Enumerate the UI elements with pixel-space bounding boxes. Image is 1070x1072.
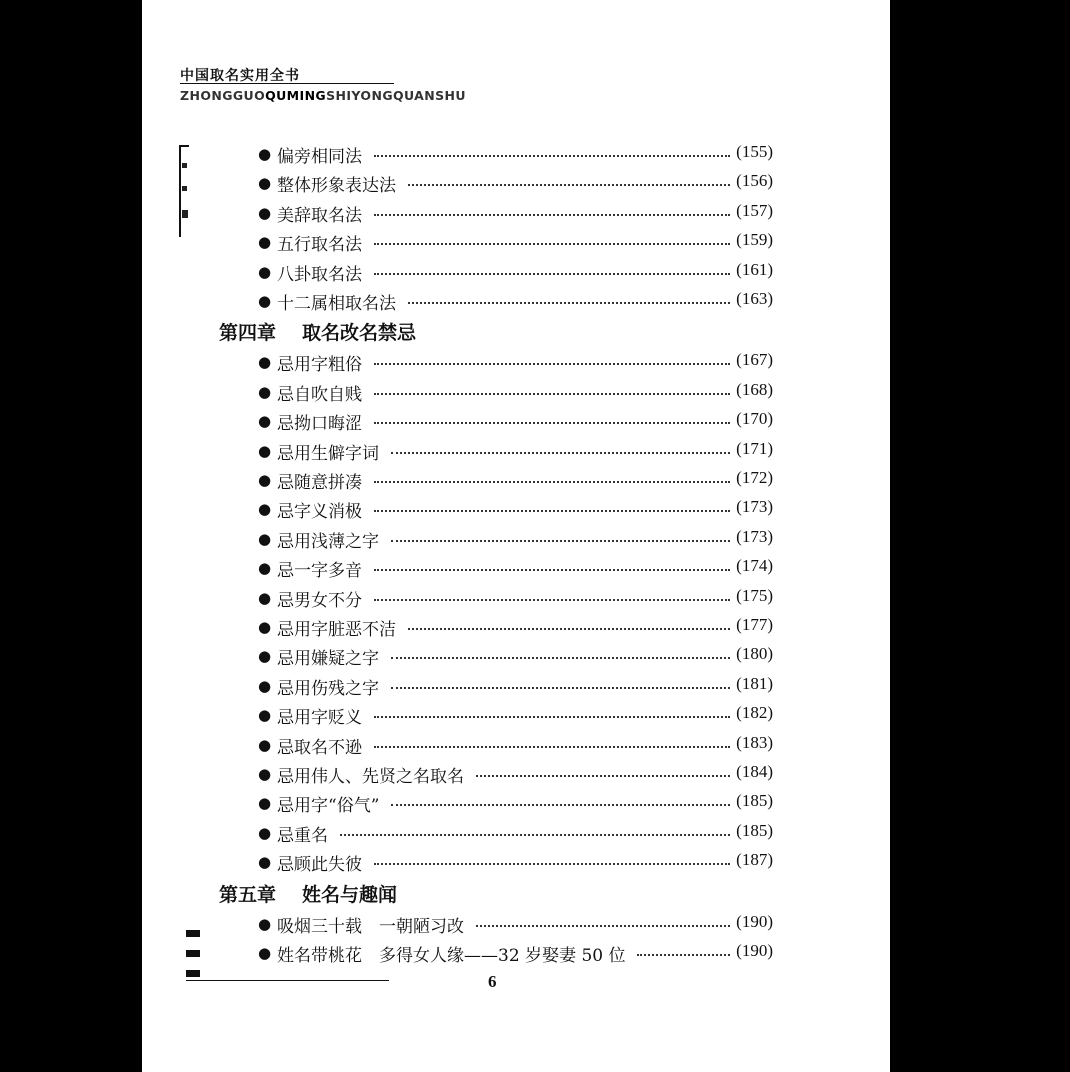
side-tab-mark xyxy=(182,163,187,168)
dot-leader xyxy=(374,393,730,395)
bullet-icon: ● xyxy=(258,559,272,578)
chapter-number: 第四章 xyxy=(219,322,277,345)
bullet-icon: ● xyxy=(258,853,272,872)
footer-tab-mark xyxy=(186,970,200,977)
toc-entry xyxy=(258,791,773,817)
toc-entry-title: 忌用生僻字词 xyxy=(277,443,379,464)
toc-entry-page: (171) xyxy=(736,438,773,458)
toc-entry xyxy=(258,468,773,494)
toc-entry-title: 忌自吹自贱 xyxy=(277,384,362,405)
side-bracket-mark xyxy=(179,145,189,237)
series-title-en-post: SHIYONGQUANSHU xyxy=(326,88,466,103)
toc-entry-title: 整体形象表达法 xyxy=(277,176,396,197)
dot-leader xyxy=(374,481,730,483)
dot-leader xyxy=(391,804,730,806)
toc-entry xyxy=(258,201,773,227)
dot-leader xyxy=(391,540,730,542)
toc-entry xyxy=(258,527,773,553)
bullet-icon: ● xyxy=(258,441,272,460)
dot-leader xyxy=(340,834,730,836)
toc-entry-title: 忌一字多音 xyxy=(277,561,362,582)
dot-leader xyxy=(374,716,730,718)
toc-entry-page: (156) xyxy=(736,171,773,191)
dot-leader xyxy=(374,599,730,601)
toc-entry-page: (170) xyxy=(736,409,773,429)
dot-leader xyxy=(374,422,730,424)
header-rule xyxy=(180,83,394,84)
toc-entry-page: (182) xyxy=(736,703,773,723)
chapter-number: 第五章 xyxy=(219,883,277,906)
page-edge xyxy=(890,0,893,1072)
bullet-icon: ● xyxy=(258,233,272,252)
toc-entry-title: 忌男女不分 xyxy=(277,590,362,611)
toc-entry-page: (190) xyxy=(736,941,773,960)
bullet-icon: ● xyxy=(258,588,272,607)
chapter-heading xyxy=(219,318,416,348)
footer-rule xyxy=(186,980,389,981)
toc-entry xyxy=(258,586,773,612)
toc-entry-title: 忌用字脏恶不洁 xyxy=(277,620,396,640)
toc-entry xyxy=(258,350,773,376)
bullet-icon: ● xyxy=(258,794,272,813)
series-title-en-pre: ZHONGGUO xyxy=(180,88,266,103)
side-tab-mark xyxy=(182,210,188,218)
toc-entry-page: (175) xyxy=(736,585,773,605)
book-page xyxy=(142,0,893,1072)
toc-entry-title: 偏旁相同法 xyxy=(277,147,362,167)
toc-entry-title: 忌重名 xyxy=(277,825,328,846)
toc-entry xyxy=(258,644,773,670)
toc-entry xyxy=(258,142,773,168)
toc-entry xyxy=(258,850,773,876)
toc-entry-page: (184) xyxy=(736,762,773,781)
toc-entry-title: 忌用字“俗气” xyxy=(277,796,380,817)
toc-entry xyxy=(258,230,773,256)
dot-leader xyxy=(408,628,730,630)
page-number: 6 xyxy=(488,972,497,991)
bullet-icon: ● xyxy=(258,735,272,754)
toc-entry-page: (172) xyxy=(736,468,773,487)
chapter-title: 姓名与趣闻 xyxy=(302,883,398,906)
toc-entry-page: (190) xyxy=(736,911,773,931)
bullet-icon: ● xyxy=(258,706,272,725)
toc-entry-title: 忌字义消极 xyxy=(277,502,362,523)
toc-entry-page: (163) xyxy=(736,289,773,308)
toc-entry-page: (157) xyxy=(736,200,773,220)
toc-entry xyxy=(258,674,773,700)
dot-leader xyxy=(374,155,730,157)
dot-leader xyxy=(374,363,730,365)
toc-entry-title: 忌用字粗俗 xyxy=(277,355,362,376)
toc-entry xyxy=(258,762,773,788)
toc-entry xyxy=(258,380,773,406)
toc-entry xyxy=(258,409,773,435)
dot-leader xyxy=(374,569,730,571)
toc-entry xyxy=(258,439,773,465)
toc-entry-title: 吸烟三十载 一朝陋习改 xyxy=(277,916,464,937)
toc-entry-title: 忌用伟人、先贤之名取名 xyxy=(277,767,464,787)
toc-entry-page: (167) xyxy=(736,350,773,370)
dot-leader xyxy=(374,510,730,512)
toc-entry xyxy=(258,941,773,967)
toc-entry-page: (155) xyxy=(736,142,773,161)
toc-entry-page: (159) xyxy=(736,230,773,250)
bullet-icon: ● xyxy=(258,353,272,372)
bullet-icon: ● xyxy=(258,262,272,281)
toc-entry-page: (177) xyxy=(736,615,773,634)
bullet-icon: ● xyxy=(258,500,272,519)
bullet-icon: ● xyxy=(258,145,272,163)
toc-entry xyxy=(258,171,773,197)
toc-entry xyxy=(258,289,773,315)
toc-entry-title: 忌随意拼凑 xyxy=(277,473,362,493)
bullet-icon: ● xyxy=(258,203,272,222)
footer-tab-mark xyxy=(186,930,200,937)
toc-entry-title: 忌用浅薄之字 xyxy=(277,531,379,552)
toc-entry xyxy=(258,733,773,759)
toc-entry xyxy=(258,821,773,847)
toc-entry-page: (183) xyxy=(736,732,773,752)
dot-leader xyxy=(391,687,730,689)
bullet-icon: ● xyxy=(258,618,272,636)
dot-leader xyxy=(408,184,730,186)
toc-entry xyxy=(258,497,773,523)
toc-entry-title: 忌拗口晦涩 xyxy=(277,414,362,435)
toc-entry-page: (185) xyxy=(736,791,773,811)
toc-entry xyxy=(258,556,773,582)
toc-entry-title: 忌取名不逊 xyxy=(277,737,362,758)
bullet-icon: ● xyxy=(258,914,272,933)
toc-entry xyxy=(258,703,773,729)
bullet-icon: ● xyxy=(258,412,272,431)
dot-leader xyxy=(374,273,730,275)
toc-entry-title: 忌用字贬义 xyxy=(277,708,362,729)
toc-entry-page: (173) xyxy=(736,526,773,546)
chapter-heading xyxy=(219,880,397,910)
bullet-icon: ● xyxy=(258,944,272,962)
dot-leader xyxy=(374,746,730,748)
side-tab-mark xyxy=(182,186,187,191)
bullet-icon: ● xyxy=(258,292,272,310)
toc-entry-page: (174) xyxy=(736,556,773,576)
toc-entry-title: 忌用伤残之字 xyxy=(277,678,379,699)
dot-leader xyxy=(374,243,730,245)
toc-entry-title: 忌顾此失彼 xyxy=(277,855,362,876)
bullet-icon: ● xyxy=(258,382,272,401)
dot-leader xyxy=(408,302,730,304)
toc-entry xyxy=(258,615,773,641)
toc-entry-title: 美辞取名法 xyxy=(277,205,362,226)
footer-tab-mark xyxy=(186,950,200,957)
toc-entry-title: 八卦取名法 xyxy=(277,264,362,285)
bullet-icon: ● xyxy=(258,823,272,842)
toc-entry-title: 十二属相取名法 xyxy=(277,294,396,314)
toc-entry-page: (180) xyxy=(736,644,773,664)
bullet-icon: ● xyxy=(258,471,272,489)
toc-entry-page: (168) xyxy=(736,379,773,399)
bullet-icon: ● xyxy=(258,765,272,783)
bullet-icon: ● xyxy=(258,174,272,193)
series-title-en-bold: QUMING xyxy=(265,88,327,103)
series-title-cn: 中国取名实用全书 xyxy=(180,68,300,84)
toc-entry-title: 忌用嫌疑之字 xyxy=(277,649,379,670)
dot-leader xyxy=(476,925,730,927)
toc-entry xyxy=(258,260,773,286)
chapter-title: 取名改名禁忌 xyxy=(302,322,417,345)
bullet-icon: ● xyxy=(258,676,272,695)
toc-entry-page: (161) xyxy=(736,259,773,279)
toc-entry-page: (173) xyxy=(736,497,773,517)
dot-leader xyxy=(476,775,730,777)
toc-entry xyxy=(258,912,773,938)
dot-leader xyxy=(374,214,730,216)
toc-entry-title: 五行取名法 xyxy=(277,235,362,256)
dot-leader xyxy=(391,452,730,454)
bullet-icon: ● xyxy=(258,529,272,548)
series-title-en xyxy=(180,88,466,103)
toc-entry-page: (181) xyxy=(736,673,773,693)
toc-entry-title: 姓名带桃花 多得女人缘——32 岁娶妻 50 位 xyxy=(277,946,626,966)
bullet-icon: ● xyxy=(258,647,272,666)
toc-entry-page: (185) xyxy=(736,820,773,840)
dot-leader xyxy=(637,954,730,956)
dot-leader xyxy=(374,863,730,865)
dot-leader xyxy=(391,657,730,659)
toc-entry-page: (187) xyxy=(736,850,773,870)
